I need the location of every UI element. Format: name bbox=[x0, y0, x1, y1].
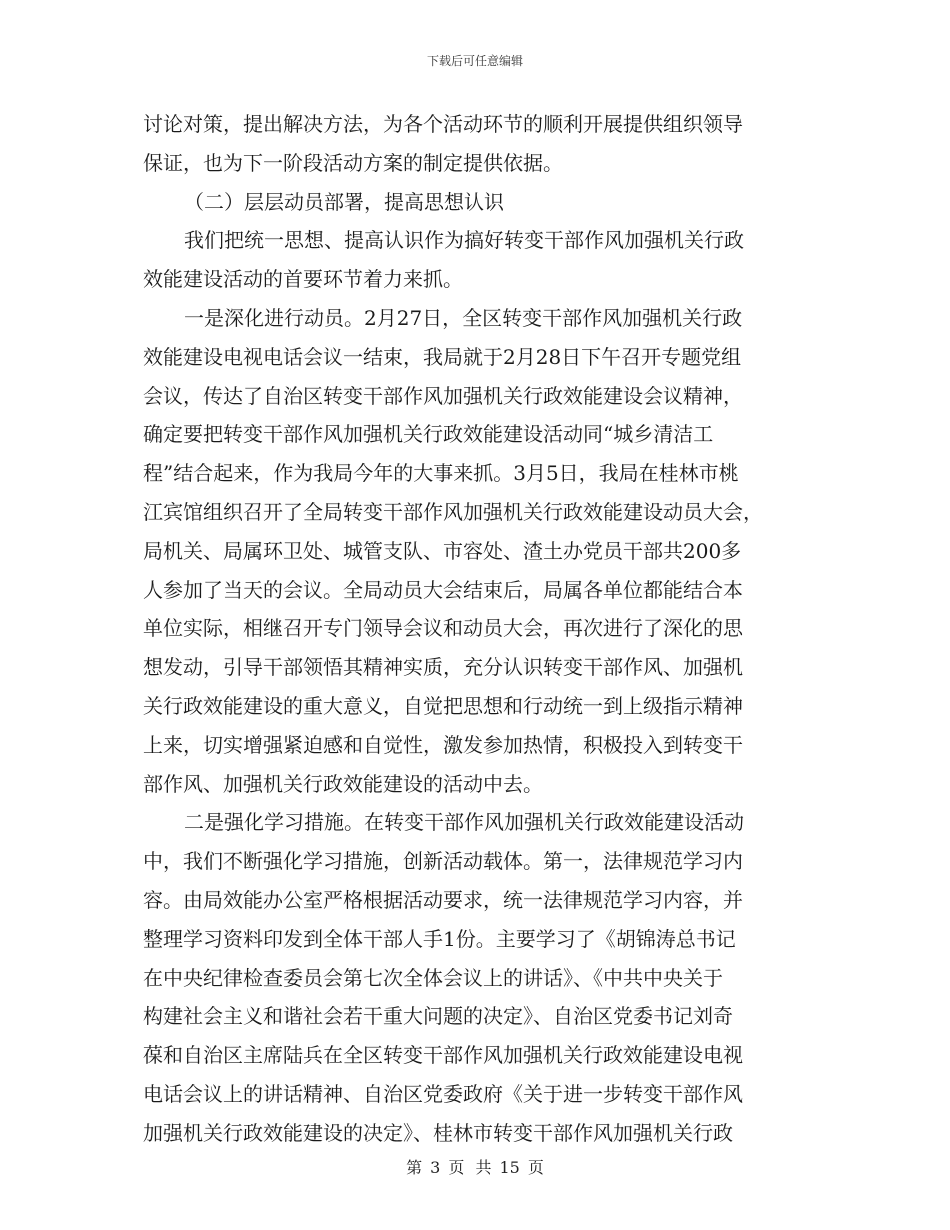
text-line: 容。由局效能办公室严格根据活动要求，统一法律规范学习内容，并 bbox=[143, 887, 743, 912]
text-line: 效能建设电视电话会议一结束，我局就于2月28日下午召开专题党组 bbox=[143, 344, 742, 369]
footer-middle: 页 共 bbox=[448, 1158, 492, 1177]
page-header: 下载后可任意编辑 bbox=[426, 54, 523, 68]
text-line: 二是强化学习措施。在转变干部作风加强机关行政效能建设活动 bbox=[184, 810, 744, 835]
text-line: 确定要把转变干部作风加强机关行政效能建设活动同“城乡清洁工 bbox=[143, 422, 714, 447]
document-body bbox=[143, 105, 807, 1153]
text-line: 一是深化进行动员。2月27日，全区转变干部作风加强机关行政 bbox=[184, 305, 743, 330]
text-line: 部作风、加强机关行政效能建设的活动中去。 bbox=[143, 771, 543, 796]
footer-total-pages: 15 bbox=[499, 1158, 520, 1177]
text-line: 想发动，引导干部领悟其精神实质，充分认识转变干部作风、加强机 bbox=[143, 655, 743, 680]
page-footer bbox=[0, 1155, 950, 1178]
text-line: 局机关、局属环卫处、城管支队、市容处、渣土办党员干部共200多 bbox=[143, 538, 742, 563]
text-line: 电话会议上的讲话精神、自治区党委政府《关于进一步转变干部作风 bbox=[143, 1081, 743, 1106]
text-line: 在中央纪律检查委员会第七次全体会议上的讲话》、《中共中央关于 bbox=[143, 965, 723, 990]
text-line: 保证，也为下一阶段活动方案的制定提供依据。 bbox=[143, 150, 563, 175]
text-line: 单位实际，相继召开专门领导会议和动员大会，再次进行了深化的思 bbox=[143, 616, 743, 641]
text-line: 我们把统一思想、提高认识作为搞好转变干部作风加强机关行政 bbox=[184, 228, 744, 253]
text-line: 人参加了当天的会议。全局动员大会结束后，局属各单位都能结合本 bbox=[143, 577, 743, 602]
text-line: 会议，传达了自治区转变干部作风加强机关行政效能建设会议精神， bbox=[143, 383, 743, 408]
text-line: 程”结合起来，作为我局今年的大事来抓。3月5日，我局在桂林市桃 bbox=[143, 461, 739, 486]
text-line: 中，我们不断强化学习措施，创新活动载体。第一，法律规范学习内 bbox=[143, 849, 743, 874]
text-line: 加强机关行政效能建设的决定》、桂林市转变干部作风加强机关行政 bbox=[143, 1120, 733, 1145]
section-heading: （二）层层动员部署，提高思想认识 bbox=[184, 189, 504, 214]
text-line: 上来，切实增强紧迫感和自觉性，激发参加热情，积极投入到转变干 bbox=[143, 732, 743, 757]
text-line: 葆和自治区主席陆兵在全区转变干部作风加强机关行政效能建设电视 bbox=[143, 1043, 743, 1068]
footer-suffix: 页 bbox=[527, 1158, 544, 1177]
text-line: 构建社会主义和谐社会若干重大问题的决定》、自治区党委书记刘奇 bbox=[143, 1004, 733, 1029]
footer-current-page: 3 bbox=[430, 1158, 441, 1177]
text-line: 整理学习资料印发到全体干部人手1份。主要学习了《胡锦涛总书记 bbox=[143, 926, 736, 951]
text-line: 效能建设活动的首要环节着力来抓。 bbox=[143, 267, 463, 292]
text-line: 讨论对策，提出解决方法，为各个活动环节的顺利开展提供组织领导 bbox=[143, 112, 743, 136]
text-line: 关行政效能建设的重大意义，自觉把思想和行动统一到上级指示精神 bbox=[143, 693, 743, 718]
footer-prefix: 第 bbox=[406, 1158, 423, 1177]
text-line: 江宾馆组织召开了全局转变干部作风加强机关行政效能建设动员大会， bbox=[143, 499, 763, 524]
